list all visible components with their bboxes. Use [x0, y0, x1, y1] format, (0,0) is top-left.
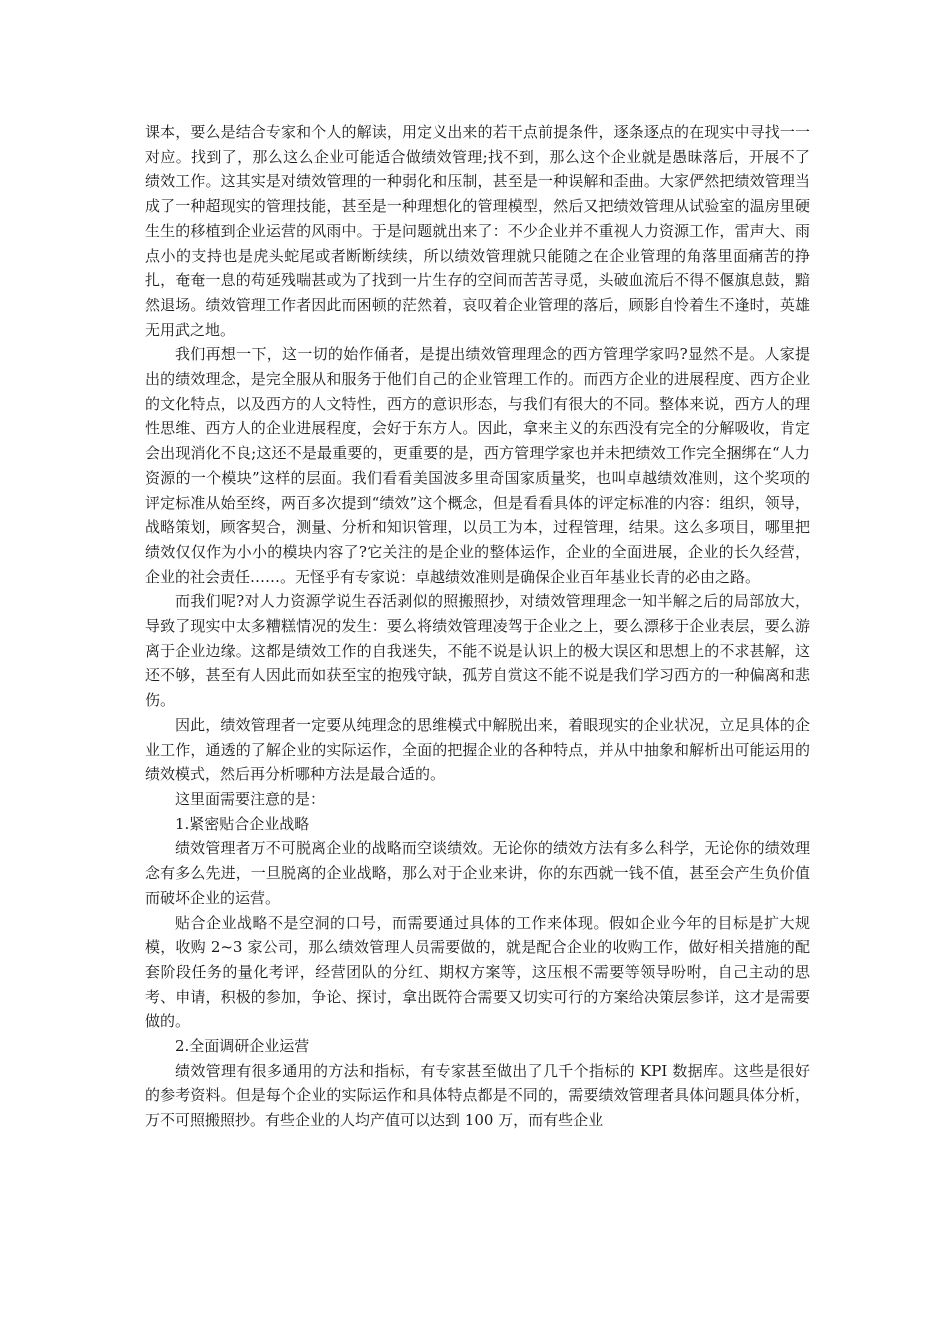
paragraph-strategy-1: 绩效管理者万不可脱离企业的战略而空谈绩效。无论你的绩效方法有多么科学，无论你的绩效理念有多么先进，一旦脱离的企业战略，那么对于企业来讲，你的东西就一钱不值，甚至会产生负价值而破坏企业的运营。: [145, 839, 810, 907]
section-heading-strategy: 1.紧密贴合企业战略: [175, 814, 310, 833]
paragraph-notes-intro: 这里面需要注意的是：: [175, 789, 326, 808]
section-heading-research: 2.全面调研企业运营: [175, 1037, 310, 1056]
paragraph-our-misunderstanding: 而我们呢?对人力资源学说生吞活剥似的照搬照抄，对绩效管理理念一知半解之后的局部放大，导致了现实中太多糟糕情况的发生：要么将绩效管理凌驾于企业之上，要么漂移于企业表层，要么游离于企业边缘。这都是绩效工作的自我迷失，不能不说是认识上的极大误区和思想上的不求甚解，这还不够，甚至有人因此而如获至宝的抱残守缺，孤芳自赏这不能不说是我们学习西方的一种偏离和悲伤。: [145, 592, 810, 710]
paragraph-western-theory: 我们再想一下，这一切的始作俑者，是提出绩效管理理念的西方管理学家吗?显然不是。人家提出的绩效理念，是完全服从和服务于他们自己的企业管理工作的。而西方企业的进展程度、西方企业的文化特点，以及西方的人文特性，西方的意识形态，与我们有很大的不同。整体来说，西方人的理性思维、西方人的企业进展程度，会好于东方人。因此，拿来主义的东西没有完全的分解吸收，肯定会出现消化不良;这还不是最重要的，更重要的是，西方管理学家也并未把绩效工作完全捆绑在“人力资源的一个模块”这样的层面。我们看看美国波多里奇国家质量奖，也叫卓越绩效准则，这个奖项的评定标准从始至终，两百多次提到“绩效”这个概念，但是看看具体的评定标准的内容：组织，领导，战略策划，顾客契合，测量、分析和知识管理，以员工为本，过程管理，结果。这么多项目，哪里把绩效仅仅作为小小的模块内容了?它关注的是企业的整体运作，企业的全面进展，企业的长久经营，企业的社会责任……。无怪乎有专家说：卓越绩效准则是确保企业百年基业长青的必由之路。: [145, 345, 810, 586]
paragraph-research-1: 绩效管理有很多通用的方法和指标，有专家甚至做出了几千个指标的 KPI 数据库。这些是很好的参考资料。但是每个企业的实际运作和具体特点都是不同的，需要绩效管理者具体问题具体分析，万不可照搬照抄。有些企业的人均产值可以达到 100 万，而有些企业: [145, 1061, 810, 1130]
paragraph-therefore: 因此，绩效管理者一定要从纯理念的思维模式中解脱出来，着眼现实的企业状况，立足具体的企业工作，通透的了解企业的实际运作，全面的把握企业的各种特点，并从中抽象和解析出可能运用的绩效模式，然后再分析哪种方法是最合适的。: [145, 715, 810, 784]
document-body: [145, 120, 810, 1133]
paragraph-strategy-2: 贴合企业战略不是空洞的口号，而需要通过具体的工作来体现。假如企业今年的目标是扩大规模，收购 2~3 家公司，那么绩效管理人员需要做的，就是配合企业的收购工作，做好相关措施的配套阶段任务的量化考评，经营团队的分红、期权方案等，这压根不需要等领导吩咐，自己主动的思考、申请，积极的参加，争论、探讨，拿出既符合需要又切实可行的方案给决策层参详，这才是需要做的。: [145, 913, 810, 1031]
paragraph-intro-continuation: 课本，要么是结合专家和个人的解读，用定义出来的若干点前提条件，逐条逐点的在现实中寻找一一对应。找到了，那么这么企业可能适合做绩效管理;找不到，那么这个企业就是愚昧落后，开展不了绩效工作。这其实是对绩效管理的一种弱化和压制，甚至是一种误解和歪曲。大家俨然把绩效管理当成了一种超现实的管理技能，甚至是一种理想化的管理模型，然后又把绩效管理从试验室的温房里硬生生的移植到企业运营的风雨中。于是问题就出来了：不少企业并不重视人力资源工作，雷声大、雨点小的支持也是虎头蛇尾或者断断续续，所以绩效管理就只能随之在企业管理的角落里面痛苦的挣扎，奄奄一息的苟延残喘甚或为了找到一片生存的空间而苦苦寻觅，头破血流后不得不偃旗息鼓，黯然退场。绩效管理工作者因此而困顿的茫然着，哀叹着企业管理的落后，顾影自怜着生不逢时，英雄无用武之地。: [145, 123, 810, 339]
